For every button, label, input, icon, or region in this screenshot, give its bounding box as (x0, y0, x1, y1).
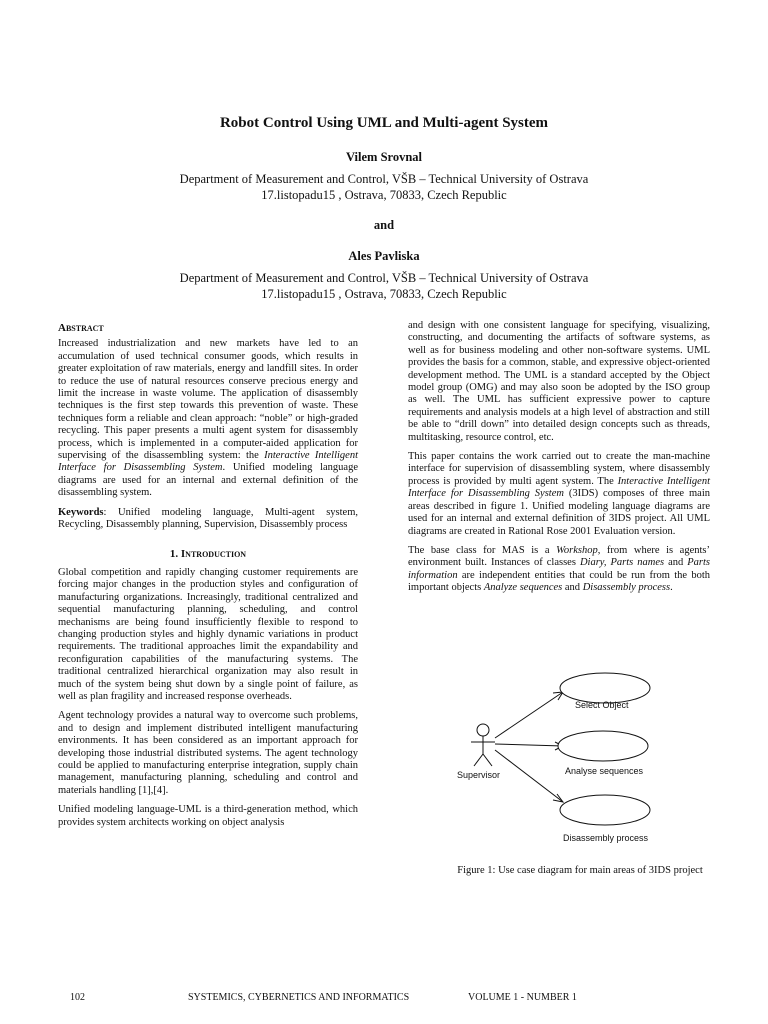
figure-caption: Figure 1: Use case diagram for main areas of 3IDS project (457, 865, 703, 876)
intro-paragraph-1: Global competition and rapidly changing customer requirements are forcing major changes in the production styles and configuration of manufacturing organizations. Increasingly, traditional centralized and sequential manufacturing planning, scheduling, and control mechanisms are being found insufficiently flexible to respond to changing production styles and highly dynamic variations in product requirements. The traditional approaches limit the expandability and reconfiguration capabilities of the manufacturing systems. The traditional centralized hierarchical organization may also result in much of the system being shut down by a single point of failure, as well as plan fragility and increased response overheads. (58, 566, 358, 702)
author-2-address: 17.listopadu15 , Ostrava, 70833, Czech Republic (261, 287, 507, 301)
author-2-name: Ales Pavliska (348, 249, 420, 263)
paper-title: Robot Control Using UML and Multi-agent System (219, 115, 549, 131)
use-case-diagram (455, 662, 725, 852)
use-case-select-object (560, 673, 650, 703)
mas-paragraph: The base class for MAS is a Workshop, from where is agents’ environment built. Instances of classes Diary, Parts names and Parts information are independent entities that could be run from the both important objects Analyze sequences and Disassembly process. (408, 544, 711, 594)
author-1-address: 17.listopadu15 , Ostrava, 70833, Czech Republic (261, 188, 507, 202)
association-disassembly (495, 750, 563, 802)
actor-figure (471, 724, 495, 766)
actor-label: Supervisor (457, 770, 501, 780)
author-1-name: Vilem Srovnal (345, 150, 423, 164)
association-analyse (495, 744, 563, 746)
intro-paragraph-2: Agent technology provides a natural way to overcome such problems, and to design and implement distributed intelligent manufacturing environments. It has been considered as an important approach for developing those industrial distributed systems. The agent technology could be applied to manufacturing enterprise integration, supply chain management, manufacturing planning, scheduling and control and materials handling [1],[4]. (58, 710, 358, 796)
left-column (58, 322, 358, 836)
use-case-label-analyse-sequences: Analyse sequences (565, 766, 644, 776)
author-2-affiliation: Department of Measurement and Control, VŠB – Technical University of Ostrava (179, 271, 589, 285)
and-separator: and (373, 218, 395, 232)
author-1-affiliation: Department of Measurement and Control, VŠB – Technical University of Ostrava (179, 172, 589, 186)
journal-name: SYSTEMICS, CYBERNETICS AND INFORMATICS (188, 992, 410, 1003)
3ids-paragraph: This paper contains the work carried out to create the man-machine interface for supervision of disassembling system, where disassembly process is provided by multi agent system. The Interactive Intelligent Interface for Disassembling System (3IDS) composes of three main areas described in figure 1. Unified modeling language diagrams are used for an internal and external definition of 3IDS project. All UML diagrams are created in Rational Rose 2001 Evaluation version. (408, 451, 710, 537)
uml-paragraph: and design with one consistent language for specifying, visualizing, constructing, and documenting the artifacts of software systems, as well as for business modeling and other non-software systems. UML provides the basis for a common, stable, and expressive object-oriented development method. The UML is a standard accepted by the Object model group (OMG) and may also soon be adopted by the ISO group as well. The UML has sufficient expressive power to capture requirements and analysis models at a high level of abstraction and still be able to “drill down” into detailed design concepts such as threads, multitasking, resource control, etc. (408, 320, 710, 443)
volume-number: VOLUME 1 - NUMBER 1 (468, 992, 577, 1003)
page-number: 102 (70, 992, 85, 1003)
use-case-analyse-sequences (558, 731, 648, 761)
abstract-paragraph: Increased industrialization and new markets have led to an accumulation of used technical consumer goods, which results in greater exploitation of raw materials, energy and landfill sites. In order to reduce the use of natural resources conserve precious energy and limit the increase in waste volume. The application of disassembly techniques is the first step towards this prevention of waste. These techniques form a reliable and clean approach: “noble” or high-graded recycling. This paper presents a multi agent system for disassembly process, which is implemented in a computer-aided application for supervising of the disassembling system: the Interactive Intelligent Interface for Disassembling System. Unified modeling language diagrams are used for an internal and external definition of the disassembling system. (58, 338, 358, 499)
use-case-label-disassembly-process: Disassembly process (563, 833, 649, 843)
use-case-disassembly-process (560, 795, 650, 825)
right-column (408, 320, 710, 602)
keywords: Keywords: Unified modeling language, Multi-agent system, Recycling, Disassembly planning, Supervision, Disassembly process (58, 506, 358, 531)
introduction-heading: 1. Introduction (169, 547, 247, 560)
association-select (495, 692, 563, 738)
intro-paragraph-3: Unified modeling language-UML is a third-generation method, which provides system architects working on object analysis (58, 804, 358, 828)
abstract-heading: Abstract (58, 322, 104, 334)
use-case-label-select-object: Select Object (575, 700, 629, 710)
